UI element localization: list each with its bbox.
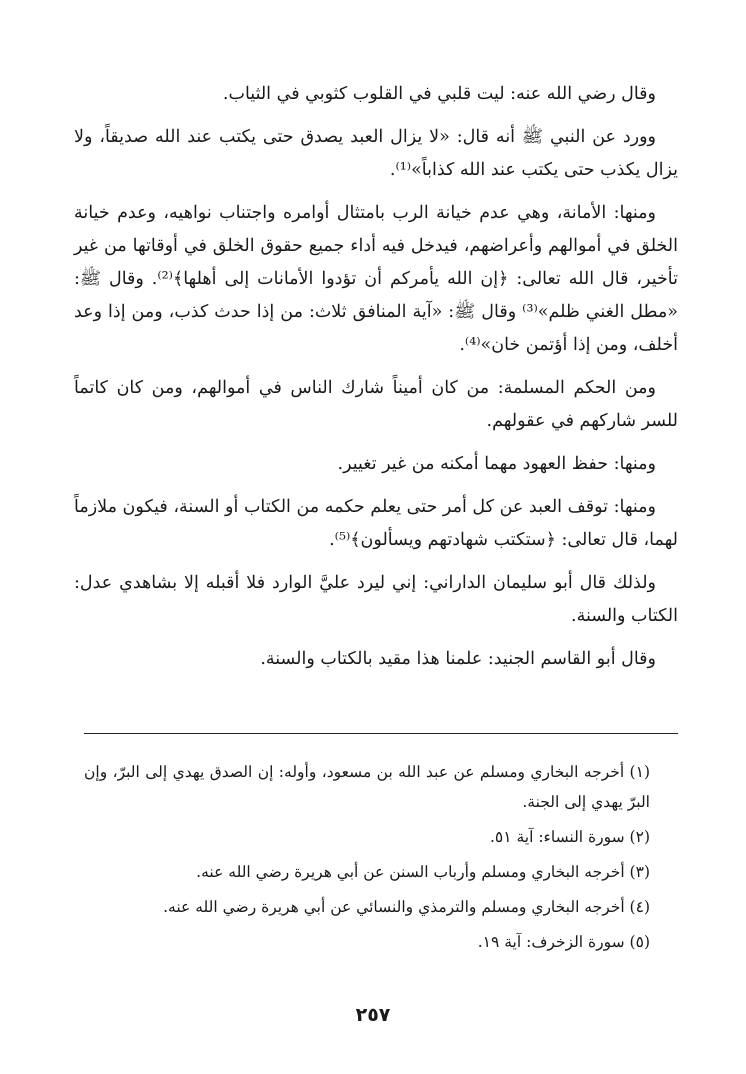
paragraph: ومن الحكم المسلمة: من كان أميناً شارك الناس في أموالهم، ومن كان كاتماً للسر شاركهم في عقولهم.: [74, 378, 678, 431]
footnote-divider: [84, 733, 678, 734]
paragraph: وورد عن النبي ﷺ أنه قال: «لا يزال العبد يصدق حتى يكتب عند الله صديقاً، ولا يزال يكذب حتى يكتب عند الله كذاباً»⁽¹⁾.: [74, 127, 678, 180]
footnote: (٢) سورة النساء: آية ٥١.: [489, 828, 650, 846]
page-number: ٢٥٧: [355, 1004, 391, 1026]
paragraph: ومنها: الأمانة، وهي عدم خيانة الرب بامتثال أوامره واجتناب نواهيه، وعدم خيانة الخلق في أموالهم وأعراضهم، فيدخل فيه أداء جميع حقوق الخلق في أوقاتها من غير تأخير، قال الله تعالى: ﴿إن الله يأمركم أن تؤدوا الأمانات إلى أهلها﴾⁽²⁾. وقال ﷺ: «مطل الغني ظلم»⁽³⁾ وقال ﷺ: «آية المنافق ثلاث: من إذا حدث كذب، ومن إذا وعد أخلف، ومن إذا أؤتمن خان»⁽⁴⁾.: [74, 203, 679, 355]
footnote: (١) أخرجه البخاري ومسلم عن عبد الله بن مسعود، وأوله: إن الصدق يهدي إلى البرّ، وإن البرّ يهدي إلى الجنة.: [84, 763, 650, 811]
main-text: [74, 78, 678, 686]
paragraph: ولذلك قال أبو سليمان الداراني: إني ليرد عليَّ الوارد فلا أقبله إلا بشاهدي عدل: الكتاب والسنة.: [74, 573, 678, 626]
footnote: (٥) سورة الزخرف: آية ١٩.: [477, 933, 650, 951]
paragraph: وقال أبو القاسم الجنيد: علمنا هذا مقيد بالكتاب والسنة.: [260, 649, 656, 669]
footnotes: [84, 757, 678, 962]
paragraph: ومنها: توقف العبد عن كل أمر حتى يعلم حكمه من الكتاب أو السنة، فيكون ملازماً لهما، قال تعالى: ﴿ستكتب شهادتهم ويسألون﴾⁽⁵⁾.: [74, 497, 678, 550]
paragraph: وقال رضي الله عنه: ليت قلبي في القلوب كثوبي في الثياب.: [222, 84, 656, 104]
paragraph: ومنها: حفظ العهود مهما أمكنه من غير تغيير.: [337, 454, 656, 474]
footnote: (٤) أخرجه البخاري ومسلم والترمذي والنسائي عن أبي هريرة رضي الله عنه.: [163, 898, 650, 916]
footnote: (٣) أخرجه البخاري ومسلم وأرباب السنن عن أبي هريرة رضي الله عنه.: [196, 863, 650, 881]
